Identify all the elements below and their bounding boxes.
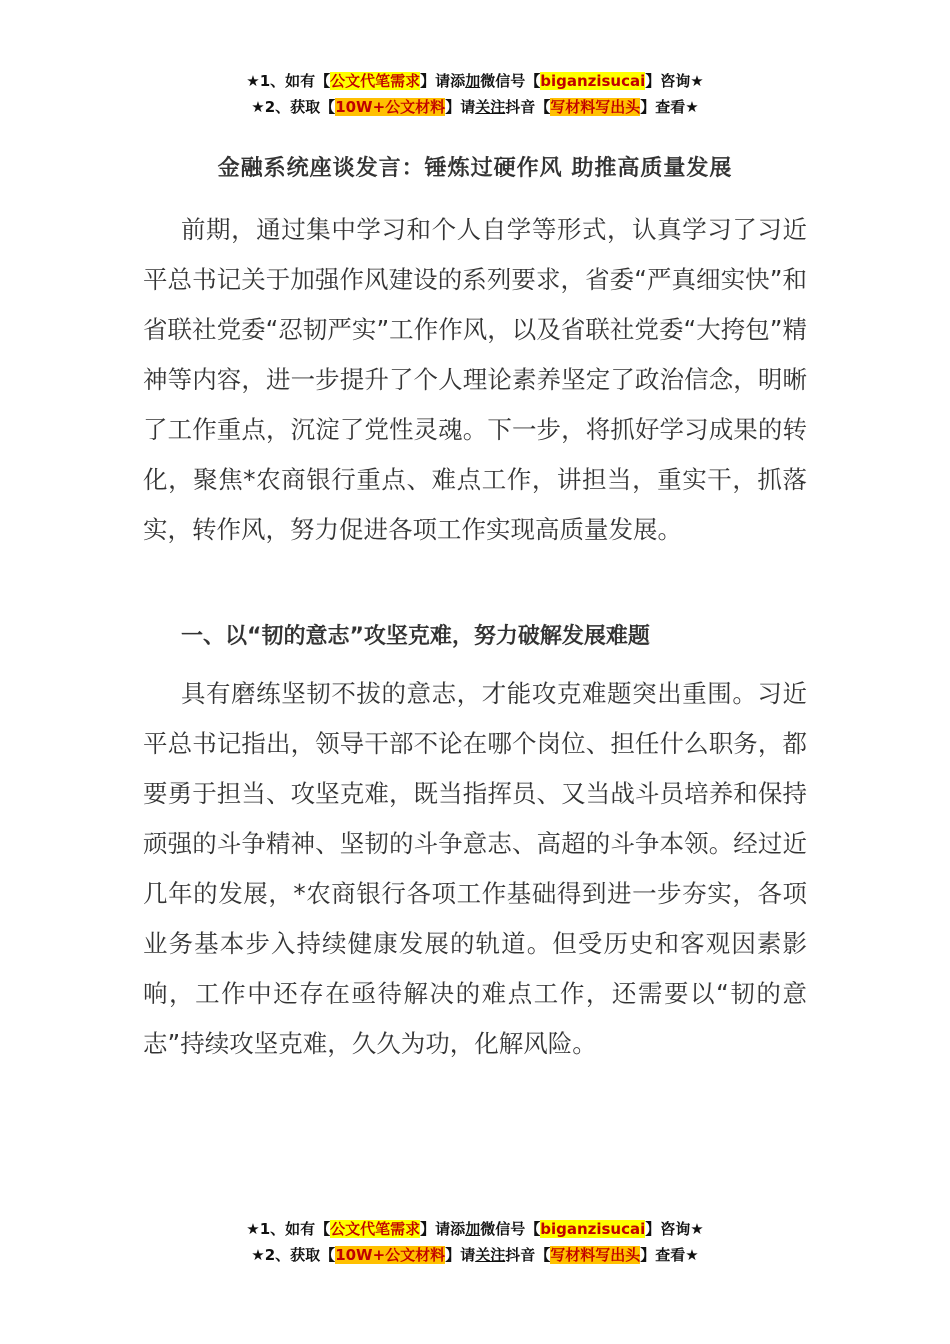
banner-text: 微信号【: [480, 72, 541, 90]
highlight-materials: 10W+公文材料: [335, 98, 446, 116]
banner-text: 】请添: [420, 72, 466, 90]
banner-text: 加: [465, 72, 481, 90]
highlight-writing-service: 公文代笔需求: [330, 1220, 421, 1238]
banner-text: ★1、如有【: [246, 1220, 331, 1238]
banner-text: 】咨询★: [645, 1220, 704, 1238]
banner-text: ★2、获取【: [251, 1246, 336, 1264]
highlight-douyin-account: 写材料写出头: [550, 1246, 641, 1264]
banner-text: 抖音【: [505, 98, 551, 116]
body-paragraph: 具有磨练坚韧不拔的意志，才能攻克难题突出重围。习近平总书记指出，领导干部不论在哪个岗位、担任什么职务，都要勇于担当、攻坚克难，既当指挥员、又当战斗员培养和保持顽强的斗争精神、坚韧的斗争意志、高超的斗争本领。经过近几年的发展，*农商银行各项工作基础得到进一步夯实，各项业务基本步入持续健康发展的轨道。但受历史和客观因素影响，工作中还存在亟待解决的难点工作，还需要以“韧的意志”持续攻坚克难，久久为功，化解风险。: [143, 679, 807, 1058]
banner-text: 微信号【: [480, 1220, 541, 1238]
banner-text: 抖音【: [505, 1246, 551, 1264]
body-paragraph: 前期，通过集中学习和个人自学等形式，认真学习了习近平总书记关于加强作风建设的系列要求，省委“严真细实快”和省联社党委“忍韧严实”工作作风，以及省联社党委“大挎包”精神等内容，进一步提升了个人理论素养坚定了政治信念，明晰了工作重点，沉淀了党性灵魂。下一步，将抓好学习成果的转化，聚焦*农商银行重点、难点工作，讲担当，重实干，抓落实，转作风，努力促进各项工作实现高质量发展。: [143, 215, 807, 544]
banner-text: 】查看★: [640, 98, 699, 116]
banner-text: 】请: [445, 98, 476, 116]
section-heading: 一、以“韧的意志”攻坚克难，努力破解发展难题: [181, 624, 650, 649]
banner-text: 加: [465, 1220, 481, 1238]
header-banner: [0, 68, 950, 120]
banner-text: 关注: [475, 98, 506, 116]
highlight-wechat-id: biganzisucai: [540, 1220, 646, 1238]
banner-line-2: [0, 94, 950, 120]
banner-text: 】查看★: [640, 1246, 699, 1264]
banner-text: 】请: [445, 1246, 476, 1264]
body-paragraph-1-block: [143, 205, 807, 555]
body-paragraph-2-block: [143, 669, 807, 1069]
banner-text: ★2、获取【: [251, 98, 336, 116]
highlight-materials: 10W+公文材料: [335, 1246, 446, 1264]
document-title: 金融系统座谈发言：锤炼过硬作风 助推高质量发展: [217, 156, 733, 181]
highlight-douyin-account: 写材料写出头: [550, 98, 641, 116]
banner-text: 】咨询★: [645, 72, 704, 90]
banner-text: 关注: [475, 1246, 506, 1264]
banner-line-1: [0, 1216, 950, 1242]
banner-line-2: [0, 1242, 950, 1268]
highlight-writing-service: 公文代笔需求: [330, 72, 421, 90]
banner-text: 】请添: [420, 1220, 466, 1238]
banner-line-1: [0, 68, 950, 94]
highlight-wechat-id: biganzisucai: [540, 72, 646, 90]
footer-banner: [0, 1216, 950, 1268]
banner-text: ★1、如有【: [246, 72, 331, 90]
